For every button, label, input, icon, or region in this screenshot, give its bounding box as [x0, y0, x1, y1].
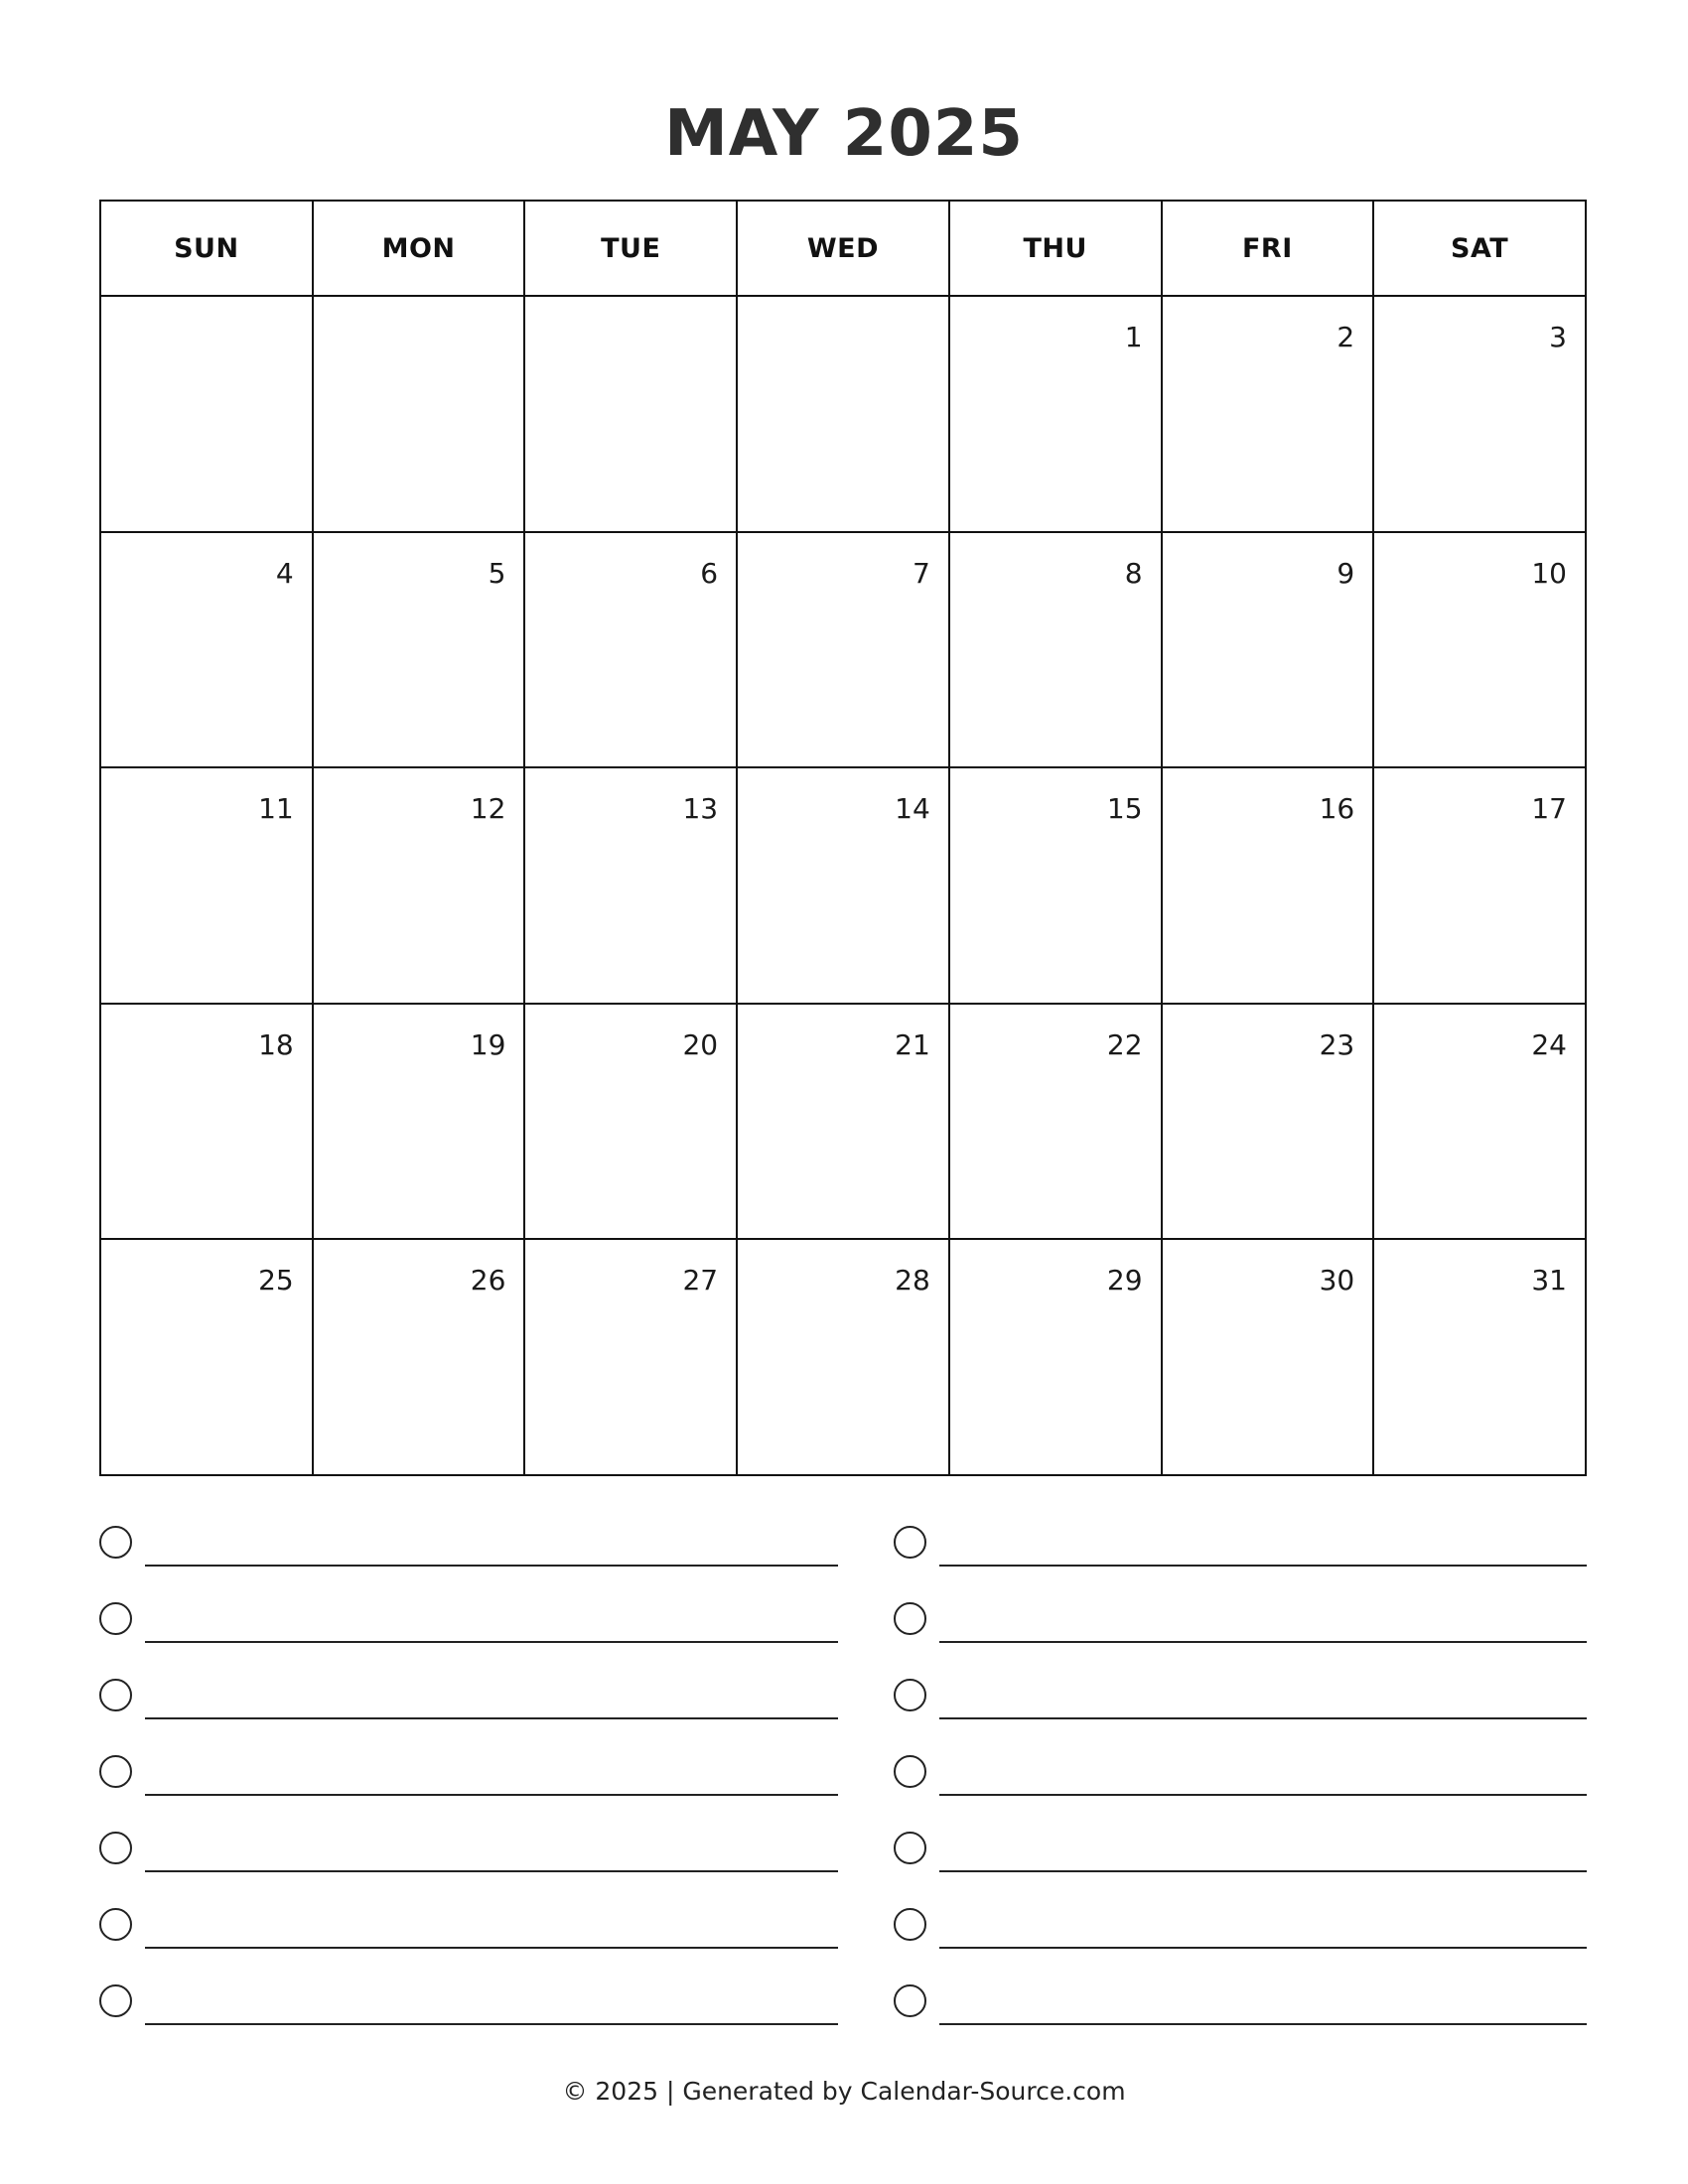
empty-circle-icon[interactable] — [99, 1526, 132, 1559]
checklist-item — [894, 1755, 1587, 1832]
day-cell[interactable] — [524, 767, 737, 1004]
day-cell[interactable] — [524, 1239, 737, 1475]
day-number: 30 — [1319, 1264, 1355, 1297]
day-cell[interactable] — [1373, 1004, 1586, 1240]
day-number: 9 — [1336, 556, 1355, 590]
checklist-left — [99, 1526, 838, 2061]
day-number: 15 — [1106, 792, 1143, 826]
weekday-header: WED — [737, 201, 949, 296]
empty-circle-icon[interactable] — [99, 1832, 132, 1864]
writing-line[interactable] — [145, 1947, 838, 1949]
page-title: MAY 2025 — [664, 97, 1024, 171]
day-cell[interactable] — [737, 532, 949, 768]
day-cell[interactable] — [949, 767, 1162, 1004]
writing-line[interactable] — [939, 1641, 1587, 1643]
checklist-item — [99, 1602, 838, 1679]
week-row — [100, 532, 1586, 768]
day-cell[interactable] — [949, 1239, 1162, 1475]
day-cell[interactable] — [313, 532, 525, 768]
day-number: 18 — [258, 1027, 294, 1061]
writing-line[interactable] — [939, 2023, 1587, 2025]
day-number — [738, 297, 948, 321]
checklist-item — [894, 1602, 1587, 1679]
day-number: 26 — [470, 1264, 506, 1297]
weekday-header: SUN — [100, 201, 313, 296]
checklist-item — [99, 1526, 838, 1602]
day-cell[interactable] — [737, 1004, 949, 1240]
empty-circle-icon[interactable] — [99, 1602, 132, 1635]
day-cell[interactable] — [1162, 532, 1374, 768]
checklist-item — [894, 1526, 1587, 1602]
writing-line[interactable] — [939, 1565, 1587, 1567]
empty-circle-icon[interactable] — [99, 1908, 132, 1941]
day-number — [101, 297, 312, 321]
day-number: 20 — [682, 1027, 719, 1061]
day-number: 5 — [488, 556, 506, 590]
empty-circle-icon[interactable] — [894, 1832, 926, 1864]
day-number: 3 — [1549, 321, 1567, 353]
day-cell[interactable] — [737, 767, 949, 1004]
day-cell[interactable] — [1162, 296, 1374, 532]
footer-credit: © 2025 | Generated by Calendar-Source.com — [562, 2077, 1126, 2106]
day-number: 17 — [1531, 792, 1567, 826]
writing-line[interactable] — [939, 1947, 1587, 1949]
day-cell[interactable] — [1373, 767, 1586, 1004]
writing-line[interactable] — [939, 1794, 1587, 1796]
day-number — [525, 297, 736, 321]
day-cell[interactable] — [1162, 1239, 1374, 1475]
writing-line[interactable] — [145, 1565, 838, 1567]
day-cell[interactable] — [100, 767, 313, 1004]
day-number: 28 — [895, 1264, 930, 1297]
writing-line[interactable] — [145, 2023, 838, 2025]
empty-circle-icon[interactable] — [99, 1679, 132, 1711]
day-number: 8 — [1124, 556, 1143, 590]
day-number: 21 — [895, 1027, 930, 1061]
day-number: 13 — [682, 792, 719, 826]
writing-line[interactable] — [145, 1717, 838, 1719]
week-row — [100, 767, 1586, 1004]
checklist-item — [894, 1679, 1587, 1755]
day-cell[interactable] — [949, 1004, 1162, 1240]
day-number: 14 — [895, 792, 930, 826]
day-cell[interactable] — [1373, 296, 1586, 532]
day-cell[interactable] — [1373, 532, 1586, 768]
day-number: 7 — [912, 556, 930, 590]
checklist-item — [894, 1908, 1587, 1984]
weekday-header-row — [100, 201, 1586, 296]
day-number: 11 — [258, 792, 294, 826]
writing-line[interactable] — [939, 1870, 1587, 1872]
day-number: 23 — [1319, 1027, 1355, 1061]
day-cell[interactable] — [1162, 1004, 1374, 1240]
weekday-header: SAT — [1373, 201, 1586, 296]
day-cell[interactable] — [737, 1239, 949, 1475]
day-number: 27 — [682, 1264, 719, 1297]
day-cell[interactable] — [524, 1004, 737, 1240]
weekday-header: MON — [313, 201, 525, 296]
checklist-item — [99, 1755, 838, 1832]
day-cell[interactable] — [949, 532, 1162, 768]
day-number: 19 — [470, 1027, 506, 1061]
day-cell[interactable] — [737, 296, 949, 532]
empty-circle-icon[interactable] — [894, 1602, 926, 1635]
weekday-header: TUE — [524, 201, 737, 296]
day-cell[interactable] — [524, 296, 737, 532]
weekday-header: FRI — [1162, 201, 1374, 296]
day-number: 12 — [470, 792, 506, 826]
empty-circle-icon[interactable] — [894, 1755, 926, 1788]
day-cell[interactable] — [313, 296, 525, 532]
day-number: 10 — [1531, 556, 1567, 590]
checklist-right — [894, 1526, 1587, 2061]
day-cell[interactable] — [1162, 767, 1374, 1004]
checklist-item — [99, 1832, 838, 1908]
day-cell[interactable] — [100, 532, 313, 768]
day-cell[interactable] — [1373, 1239, 1586, 1475]
day-cell[interactable] — [100, 1004, 313, 1240]
week-row — [100, 296, 1586, 532]
empty-circle-icon[interactable] — [894, 1984, 926, 2017]
day-cell[interactable] — [100, 296, 313, 532]
day-number — [314, 297, 524, 321]
day-number: 2 — [1336, 321, 1355, 353]
day-cell[interactable] — [313, 767, 525, 1004]
day-number: 1 — [1124, 321, 1143, 353]
day-cell[interactable] — [313, 1004, 525, 1240]
checklist-item — [99, 1908, 838, 1984]
day-cell[interactable] — [100, 1239, 313, 1475]
day-cell[interactable] — [313, 1239, 525, 1475]
day-number: 4 — [275, 556, 294, 590]
calendar-grid — [99, 200, 1587, 1476]
writing-line[interactable] — [145, 1870, 838, 1872]
checklist-item — [99, 1679, 838, 1755]
week-row — [100, 1239, 1586, 1475]
writing-line[interactable] — [145, 1794, 838, 1796]
writing-line[interactable] — [145, 1641, 838, 1643]
day-number: 29 — [1106, 1264, 1143, 1297]
empty-circle-icon[interactable] — [894, 1908, 926, 1941]
day-cell[interactable] — [524, 532, 737, 768]
day-number: 24 — [1531, 1027, 1567, 1061]
checklist-item — [894, 1984, 1587, 2061]
day-number: 22 — [1106, 1027, 1143, 1061]
weekday-header: THU — [949, 201, 1162, 296]
empty-circle-icon[interactable] — [99, 1755, 132, 1788]
week-row — [100, 1004, 1586, 1240]
day-cell[interactable] — [949, 296, 1162, 532]
day-number: 16 — [1319, 792, 1355, 826]
empty-circle-icon[interactable] — [99, 1984, 132, 2017]
writing-line[interactable] — [939, 1717, 1587, 1719]
day-number: 6 — [700, 556, 719, 590]
empty-circle-icon[interactable] — [894, 1679, 926, 1711]
empty-circle-icon[interactable] — [894, 1526, 926, 1559]
day-number: 31 — [1531, 1264, 1567, 1297]
checklist-item — [894, 1832, 1587, 1908]
day-number: 25 — [258, 1264, 294, 1297]
checklist-item — [99, 1984, 838, 2061]
